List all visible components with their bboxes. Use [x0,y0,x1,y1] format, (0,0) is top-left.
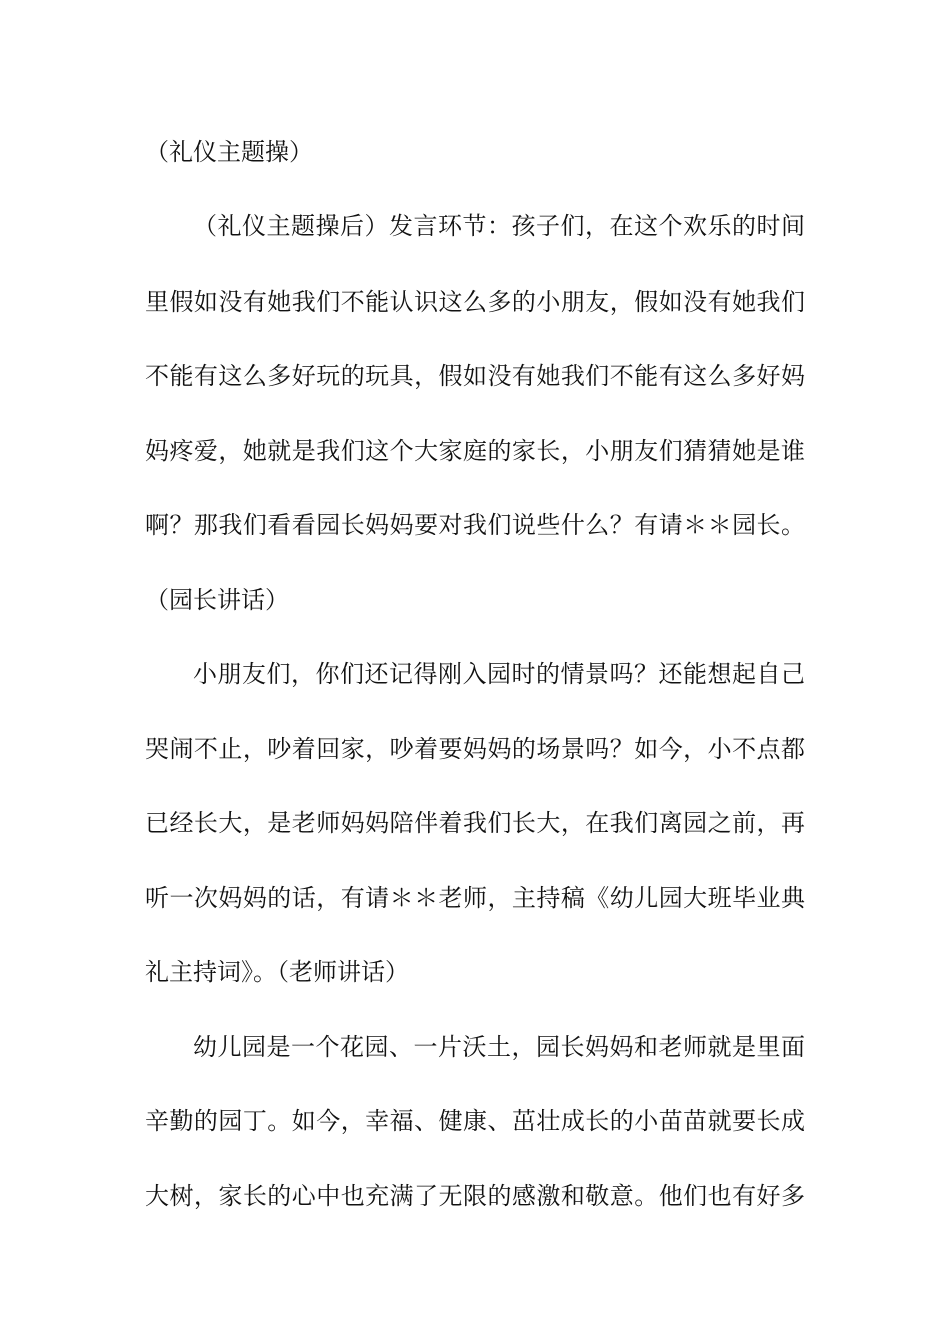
text-line-3: 里假如没有她我们不能认识这么多的小朋友，假如没有她我们 [145,288,805,316]
text-line-10: 已经长大，是老师妈妈陪伴着我们长大，在我们离园之前，再 [145,809,805,837]
text-line-1: （礼仪主题操） [145,138,313,166]
text-line-2: （礼仪主题操后）发言环节：孩子们，在这个欢乐的时间 [193,212,805,240]
text-line-6: 啊？那我们看看园长妈妈要对我们说些什么？有请＊＊园长。 [145,511,805,539]
text-line-13: 幼儿园是一个花园、一片沃土，园长妈妈和老师就是里面 [193,1033,805,1061]
text-line-11: 听一次妈妈的话，有请＊＊老师，主持稿《幼儿园大班毕业典 [145,884,805,912]
text-line-15: 大树，家长的心中也充满了无限的感激和敬意。他们也有好多 [145,1182,805,1210]
text-line-8: 小朋友们，你们还记得刚入园时的情景吗？还能想起自己 [193,660,805,688]
text-line-7: （园长讲话） [145,586,289,614]
text-line-14: 辛勤的园丁。如今，幸福、健康、茁壮成长的小苗苗就要长成 [145,1107,805,1135]
text-line-5: 妈疼爱，她就是我们这个大家庭的家长，小朋友们猜猜她是谁 [145,437,805,465]
text-line-4: 不能有这么多好玩的玩具，假如没有她我们不能有这么多好妈 [145,362,805,390]
text-line-12: 礼主持词》。（老师讲话） [145,958,409,986]
text-line-9: 哭闹不止，吵着回家，吵着要妈妈的场景吗？如今，小不点都 [145,735,805,763]
